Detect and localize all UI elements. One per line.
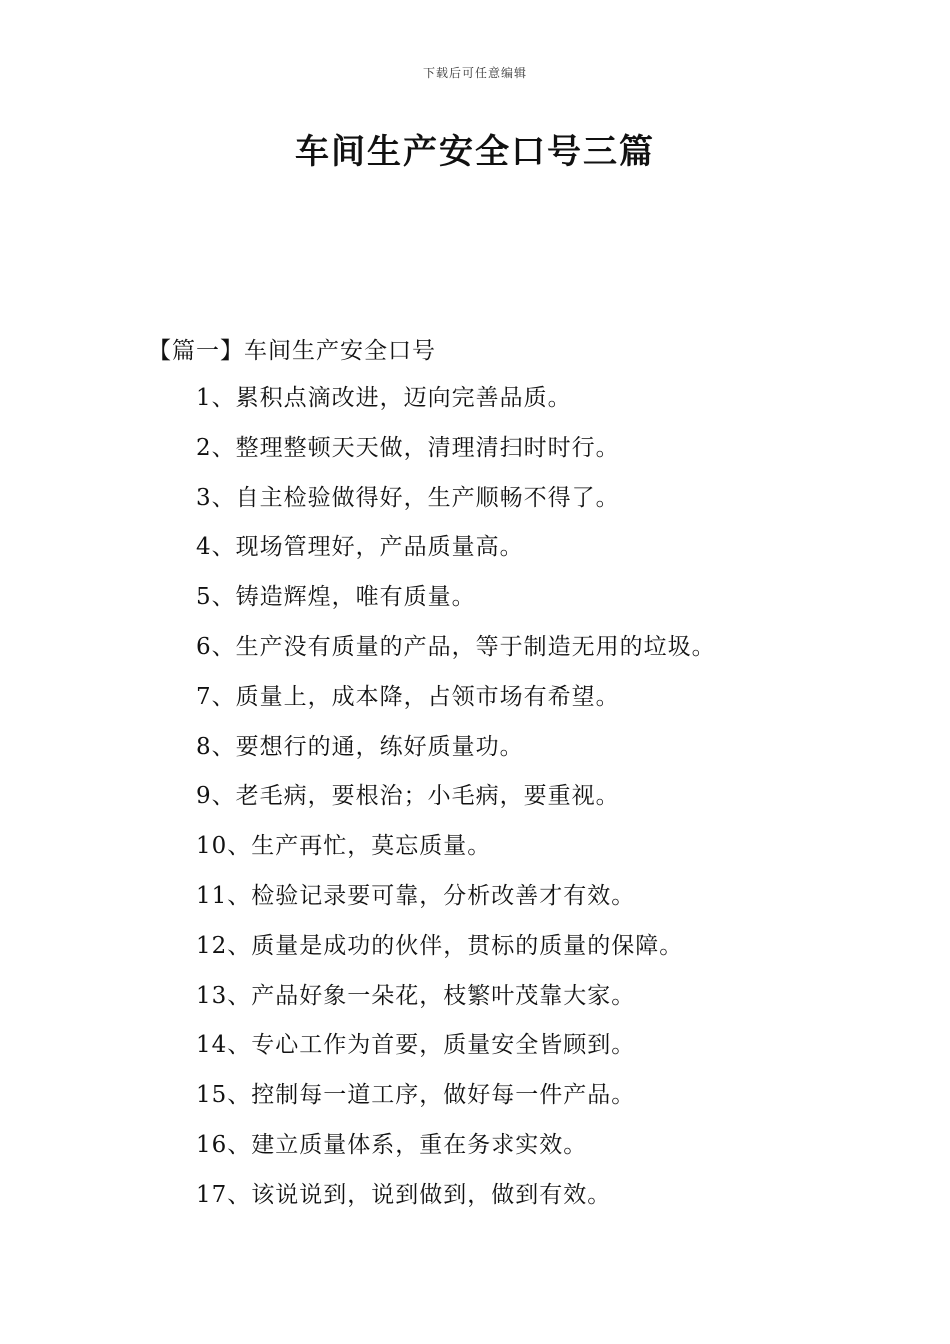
slogan-item: 5、铸造辉煌，唯有质量。 bbox=[196, 584, 476, 611]
slogan-item: 3、自主检验做得好，生产顺畅不得了。 bbox=[196, 484, 620, 511]
slogan-item: 7、质量上，成本降，占领市场有希望。 bbox=[196, 683, 620, 710]
slogan-item: 17、该说说到，说到做到，做到有效。 bbox=[196, 1181, 612, 1208]
header-note: 下载后可任意编辑 bbox=[422, 66, 527, 80]
slogan-item: 15、控制每一道工序，做好每一件产品。 bbox=[196, 1082, 636, 1109]
slogan-item: 16、建立质量体系，重在务求实效。 bbox=[196, 1131, 588, 1158]
slogan-item: 2、整理整顿天天做，清理清扫时时行。 bbox=[196, 434, 620, 461]
slogan-item: 9、老毛病，要根治；小毛病，要重视。 bbox=[196, 783, 620, 810]
slogan-item: 11、检验记录要可靠，分析改善才有效。 bbox=[196, 882, 636, 909]
slogan-item: 13、产品好象一朵花，枝繁叶茂靠大家。 bbox=[196, 982, 636, 1009]
document-title: 车间生产安全口号三篇 bbox=[295, 132, 655, 172]
slogan-item: 14、专心工作为首要，质量安全皆顾到。 bbox=[196, 1032, 636, 1059]
slogan-list bbox=[196, 380, 716, 1227]
slogan-item: 6、生产没有质量的产品，等于制造无用的垃圾。 bbox=[196, 633, 716, 660]
slogan-item: 8、要想行的通，练好质量功。 bbox=[196, 733, 524, 760]
slogan-item: 10、生产再忙，莫忘质量。 bbox=[196, 833, 492, 860]
slogan-item: 4、现场管理好，产品质量高。 bbox=[196, 534, 524, 561]
section-heading: 【篇一】车间生产安全口号 bbox=[148, 338, 436, 364]
slogan-item: 1、累积点滴改进，迈向完善品质。 bbox=[196, 385, 572, 411]
slogan-item: 12、质量是成功的伙伴，贯标的质量的保障。 bbox=[196, 932, 684, 959]
